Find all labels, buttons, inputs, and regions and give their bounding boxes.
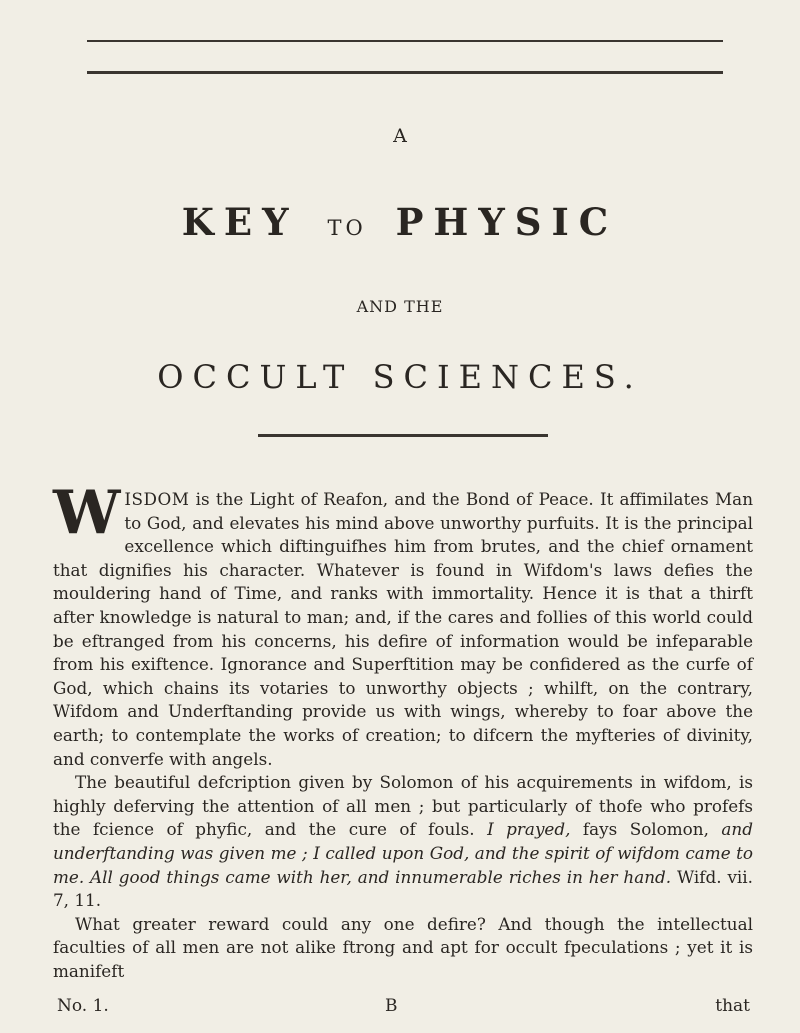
page-footer bbox=[0, 996, 800, 1022]
body-text bbox=[53, 478, 753, 983]
paragraph-3: What greater reward could any one defire? And though the intellectual faculties of all men are not alike ftrong and apt for occult fpeculations ; yet it is manifeft bbox=[53, 913, 753, 981]
signature-mark: B bbox=[385, 996, 398, 1016]
paragraph-2-quote-2: and underftanding was given me ; I called upon God, and the spirit of wifdom came to me. All good things came with her, and innumerable riches in her hand. bbox=[53, 819, 753, 887]
paragraph-2-text-b: fays Solomon, bbox=[570, 819, 722, 840]
catchword: that bbox=[715, 996, 750, 1016]
paragraph-2-quote-1: I prayed, bbox=[487, 819, 571, 840]
paragraph-2-reference: Wifd. vii. 7, 11. bbox=[53, 866, 753, 911]
paragraph-1-text: is the Light of Reafon, and the Bond of Peace. It affimilates Man to God, and elevates his mind above unworthy purfuits. It is the principal excellence which diftinguifhes him from brutes, and the chief ornament that dignifies his character. Whatever is found in Wifdom's laws defies the mouldering hand of Time, and ranks with immortality. Hence it is that a thirft after knowledge is natural to man; and, if the cares and follies of this world could be eftranged from his concerns, his defire of information would be infeparable from his exiftence. Ignorance and Superftition may be confidered as the curfe of God, which chains its votaries to unworthy objects ; whilft, on the contrary, Wifdom and Underftanding provide us with wings, whereby to foar above the earth; to contemplate the works of creation; to difcern the myfteries of divinity, and converfe with angels. bbox=[53, 489, 753, 769]
top-double-rule-upper bbox=[87, 40, 723, 42]
title-subtitle: OCCULT SCIENCES. bbox=[157, 358, 643, 396]
issue-number: No. 1. bbox=[57, 996, 109, 1016]
lead-word: ISDOM bbox=[124, 489, 190, 509]
section-divider-rule bbox=[258, 434, 548, 437]
title-word-physic: PHYSIC bbox=[395, 200, 619, 244]
paragraph-2-text-a: The beautiful defcription given by Solomon of his acquirements in wifdom, is highly deferving the attention of all men ; but particularly of thofe who profefs the fcience of phyfic, and the cure of fouls. bbox=[53, 772, 753, 840]
title-connector: TO bbox=[327, 216, 367, 240]
top-double-rule-lower bbox=[87, 71, 723, 74]
paragraph-2 bbox=[53, 771, 753, 913]
title-word-key: KEY bbox=[181, 200, 299, 244]
title-article: A bbox=[393, 125, 407, 147]
drop-cap: W bbox=[53, 478, 121, 548]
paragraph-1 bbox=[53, 478, 753, 771]
title-main bbox=[0, 200, 800, 244]
title-and-the: AND THE bbox=[356, 297, 444, 316]
